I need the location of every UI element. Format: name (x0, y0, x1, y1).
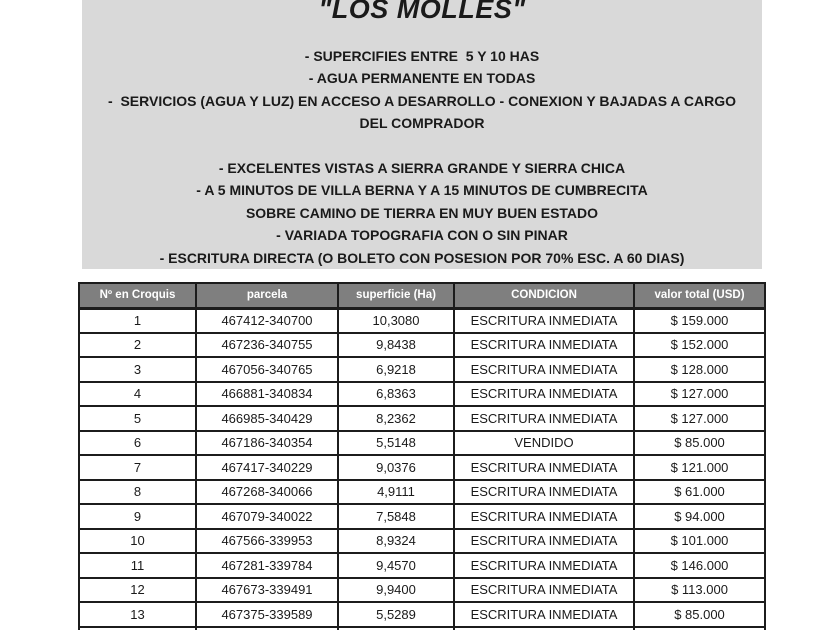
table-cell: 12 (79, 578, 196, 603)
parcels-table-body (79, 308, 765, 630)
table-cell: 1 (79, 308, 196, 333)
table-cell: 466881-340834 (196, 382, 338, 407)
table-cell: ESCRITURA INMEDIATA (454, 529, 634, 554)
feature-list (82, 45, 762, 269)
table-cell: 467236-340755 (196, 333, 338, 358)
table-cell: 5,5289 (338, 602, 454, 627)
table-cell (338, 627, 454, 630)
feature-line: - EXCELENTES VISTAS A SIERRA GRANDE Y SIERRA CHICA (218, 160, 626, 177)
table-cell: $ 159.000 (634, 308, 765, 333)
table-cell: $ 121.000 (634, 455, 765, 480)
table-cell: 4,9111 (338, 480, 454, 505)
table-cell: 467079-340022 (196, 504, 338, 529)
table-cell: ESCRITURA INMEDIATA (454, 357, 634, 382)
table-cell: 9,9400 (338, 578, 454, 603)
table-cell: 5,5148 (338, 431, 454, 456)
table-cell (634, 627, 765, 630)
table-cell: $ 146.000 (634, 553, 765, 578)
table-cell: $ 101.000 (634, 529, 765, 554)
table-cell: ESCRITURA INMEDIATA (454, 455, 634, 480)
table-row (79, 357, 765, 382)
column-header: Nº en Croquis (79, 283, 196, 308)
table-row (79, 455, 765, 480)
table-cell: ESCRITURA INMEDIATA (454, 406, 634, 431)
table-cell: 13 (79, 602, 196, 627)
feature-line: - SERVICIOS (AGUA Y LUZ) EN ACCESO A DESARROLLO - CONEXION Y BAJADAS A CARGO (108, 92, 736, 109)
table-cell (196, 627, 338, 630)
table-cell (79, 627, 196, 630)
column-header: superficie (Ha) (338, 283, 454, 308)
table-cell: 6,9218 (338, 357, 454, 382)
column-header: valor total (USD) (634, 283, 765, 308)
table-cell: $ 127.000 (634, 382, 765, 407)
feature-group (82, 45, 762, 135)
table-cell: ESCRITURA INMEDIATA (454, 504, 634, 529)
table-cell: 8,2362 (338, 406, 454, 431)
table-cell: 9,8438 (338, 333, 454, 358)
table-cell: ESCRITURA INMEDIATA (454, 308, 634, 333)
table-cell: $ 61.000 (634, 480, 765, 505)
feature-line: SOBRE CAMINO DE TIERRA EN MUY BUEN ESTADO (245, 204, 599, 221)
table-cell: 467566-339953 (196, 529, 338, 554)
feature-group (82, 157, 762, 269)
table-cell: ESCRITURA INMEDIATA (454, 553, 634, 578)
table-cell: 467412-340700 (196, 308, 338, 333)
column-header: CONDICION (454, 283, 634, 308)
feature-line: DEL COMPRADOR (359, 115, 485, 132)
table-cell: 6,8363 (338, 382, 454, 407)
table-cell: 467268-340066 (196, 480, 338, 505)
table-cell: $ 113.000 (634, 578, 765, 603)
table-cell: $ 127.000 (634, 406, 765, 431)
table-cell: 467281-339784 (196, 553, 338, 578)
table-row (79, 406, 765, 431)
table-cell: VENDIDO (454, 431, 634, 456)
table-cell: 4 (79, 382, 196, 407)
table-cell: 9,0376 (338, 455, 454, 480)
table-cell: 6 (79, 431, 196, 456)
table-cell: 9,4570 (338, 553, 454, 578)
table-cell (454, 627, 634, 630)
table-row (79, 431, 765, 456)
table-cell: 467056-340765 (196, 357, 338, 382)
table-cell: 467673-339491 (196, 578, 338, 603)
table-cell: $ 94.000 (634, 504, 765, 529)
table-cell: ESCRITURA INMEDIATA (454, 480, 634, 505)
table-row (79, 602, 765, 627)
table-row-partial (79, 627, 765, 630)
table-row (79, 333, 765, 358)
table-cell: 5 (79, 406, 196, 431)
table-row (79, 529, 765, 554)
table-cell: $ 85.000 (634, 431, 765, 456)
table-cell: $ 152.000 (634, 333, 765, 358)
table-cell: 8 (79, 480, 196, 505)
table-row (79, 382, 765, 407)
table-cell: 3 (79, 357, 196, 382)
table-cell: 9 (79, 504, 196, 529)
table-cell: ESCRITURA INMEDIATA (454, 578, 634, 603)
table-cell: 10,3080 (338, 308, 454, 333)
table-cell: 7 (79, 455, 196, 480)
table-cell: 11 (79, 553, 196, 578)
table-row (79, 578, 765, 603)
table-cell: 7,5848 (338, 504, 454, 529)
feature-line: - VARIADA TOPOGRAFIA CON O SIN PINAR (276, 227, 568, 244)
table-cell: 8,9324 (338, 529, 454, 554)
feature-line: - A 5 MINUTOS DE VILLA BERNA Y A 15 MINUTOS DE CUMBRECITA (196, 182, 648, 199)
parcels-table (78, 282, 766, 630)
table-cell: 467417-340229 (196, 455, 338, 480)
table-cell: ESCRITURA INMEDIATA (454, 602, 634, 627)
table-row (79, 553, 765, 578)
table-cell: 467186-340354 (196, 431, 338, 456)
table-cell: $ 85.000 (634, 602, 765, 627)
table-row (79, 480, 765, 505)
table-cell: 10 (79, 529, 196, 554)
table-cell: ESCRITURA INMEDIATA (454, 382, 634, 407)
column-header: parcela (196, 283, 338, 308)
feature-line: - AGUA PERMANENTE EN TODAS (308, 70, 536, 87)
table-row (79, 308, 765, 333)
development-title: "LOS MOLLES" (318, 0, 526, 24)
table-cell: ESCRITURA INMEDIATA (454, 333, 634, 358)
info-panel (82, 0, 762, 269)
table-row (79, 504, 765, 529)
table-cell: 2 (79, 333, 196, 358)
table-cell: $ 128.000 (634, 357, 765, 382)
table-header-row (79, 283, 765, 308)
table-cell: 467375-339589 (196, 602, 338, 627)
feature-line: - SUPERCIFIES ENTRE 5 Y 10 HAS (304, 48, 540, 64)
feature-line: - ESCRITURA DIRECTA (O BOLETO CON POSESION POR 70% ESC. A 60 DIAS) (159, 249, 685, 266)
table-cell: 466985-340429 (196, 406, 338, 431)
